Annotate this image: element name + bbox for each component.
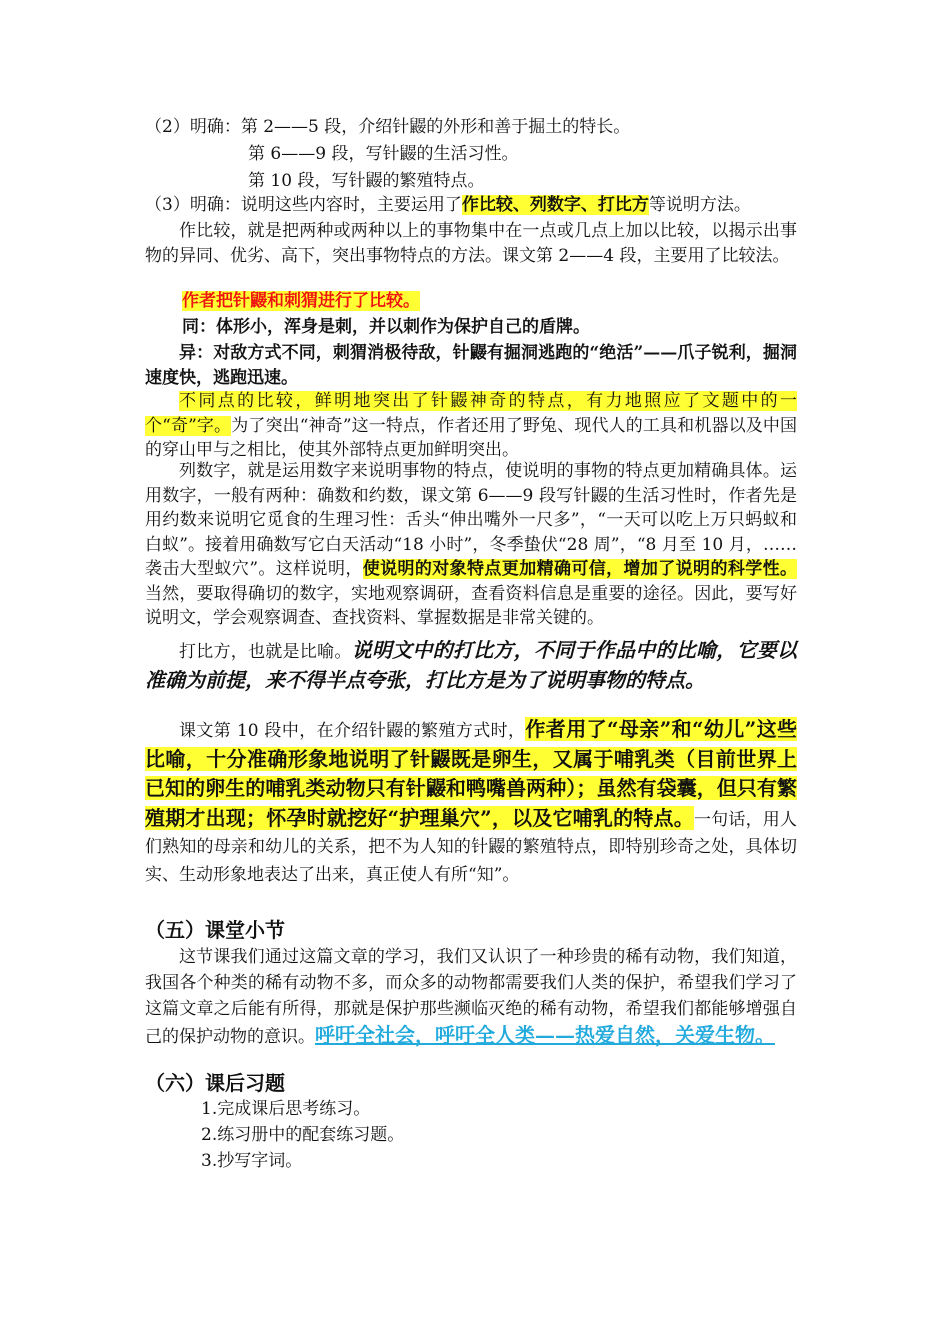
item2-line1: （2）明确：第 2——5 段，介绍针鼹的外形和善于掘土的特长。: [145, 117, 631, 137]
metaphor-paragraph: [145, 636, 797, 696]
item3-post: 等说明方法。: [648, 195, 751, 215]
compare-paragraph: 作比较，就是把两种或两种以上的事物集中在一点或几点上加以比较，以揭示出事物的异同、优劣、高下，突出事物特点的方法。课文第 2——4 段，主要用了比较法。: [145, 221, 797, 266]
numbers-paragraph: [145, 459, 797, 631]
para10-highlight: 作者用了“母亲”和“幼儿”这些比喻，十分准确形象地说明了针鼹既是卵生，又属于哺乳类（目前世界上已知的卵生的哺乳类动物只有针鼹和鸭嘴兽两种）；虽然有袋囊，但只有繁殖期才出现；怀孕时就挖好“护理巢穴”，以及它哺乳的特点。: [145, 717, 797, 830]
compare-highlight-paragraph: [145, 389, 797, 463]
metaphor-pre: 打比方，也就是比喻。: [179, 642, 352, 662]
para10-paragraph: [145, 716, 797, 889]
item3-pre: （3）明确：说明这些内容时，主要运用了: [145, 195, 462, 215]
summary-paragraph: [145, 944, 797, 1050]
item3-line: [145, 193, 751, 217]
numbers-pre: 列数字，就是运用数字来说明事物的特点，使说明的事物的特点更加精确具体。运用数字，一般有两种：确数和约数，课文第 6——9 段写针鼹的生活习性时，作者先是用约数来说明它觅食的生理习性：舌头“伸出嘴外一尺多”，“一天可以吃上万只蚂蚁和白蚁”。接着用确数写它白天活动“18 小时”，冬季蛰伏“28 周”，“8 月至 10 月，……袭击大型蚁穴”。这样说明，: [145, 461, 797, 579]
compare-diff: 异：对敌方式不同，刺猬消极待敌，针鼹有掘洞逃跑的“绝活”——爪子锐利，掘洞速度快，逃跑迅速。: [145, 343, 797, 388]
compare-highlight: 不同点的比较，鲜明地突出了针鼹神奇的特点，有力地照应了文题中的一个“奇”字。: [145, 391, 797, 436]
para10-post: 一句话，用人们熟知的母亲和幼儿的关系，把不为人知的针鼹的繁殖特点，即特别珍奇之处，具体切实、生动形象地表达了出来，真正使人有所“知”。: [145, 809, 797, 885]
summary-call-link[interactable]: 呼吁全社会，呼吁全人类——热爱自然，关爱生物。: [315, 1023, 775, 1047]
compare-same: 同：体形小，浑身是刺，并以刺作为保护自己的盾牌。: [182, 317, 590, 337]
homework-item-1: 1.完成课后思考练习。: [201, 1099, 371, 1119]
compare-red-text: 作者把针鼹和刺猬进行了比较。: [182, 291, 420, 311]
compare-rest: 为了突出“神奇”这一特点，作者还用了野兔、现代人的工具和机器以及中国的穿山甲与之相比，使其外部特点更加鲜明突出。: [145, 415, 797, 460]
numbers-highlight: 使说明的对象特点更加精确可信，增加了说明的科学性。: [362, 559, 797, 579]
homework-heading: （六）课后习题: [145, 1071, 285, 1095]
summary-text: 这节课我们通过这篇文章的学习，我们又认识了一种珍贵的稀有动物，我们知道，我国各个种类的稀有动物不多，而众多的动物都需要我们人类的保护，希望我们学习了这篇文章之后能有所得，那就是保护那些濒临灭绝的稀有动物，希望我们都能够增强自己的保护动物的意识。: [145, 947, 797, 1047]
para10-pre: 课文第 10 段中，在介绍针鼹的繁殖方式时，: [179, 721, 526, 741]
compare-red-line: [182, 289, 420, 313]
homework-item-3: 3.抄写字词。: [201, 1151, 303, 1171]
homework-item-2: 2.练习册中的配套练习题。: [201, 1125, 405, 1145]
summary-heading: （五）课堂小节: [145, 918, 285, 942]
item3-methods-highlight: 作比较、列数字、打比方: [461, 195, 649, 215]
item2-line2: 第 6——9 段，写针鼹的生活习性。: [248, 144, 519, 164]
metaphor-emphasis: 说明文中的打比方，不同于作品中的比喻，它要以准确为前提，来不得半点夸张，打比方是为了说明事物的特点。: [145, 638, 798, 692]
item2-line3: 第 10 段，写针鼹的繁殖特点。: [248, 171, 485, 191]
numbers-post: 当然，要取得确切的数字，实地观察调研，查看资料信息是重要的途径。因此，要写好说明文，学会观察调查、查找资料、掌握数据是非常关键的。: [145, 583, 797, 628]
